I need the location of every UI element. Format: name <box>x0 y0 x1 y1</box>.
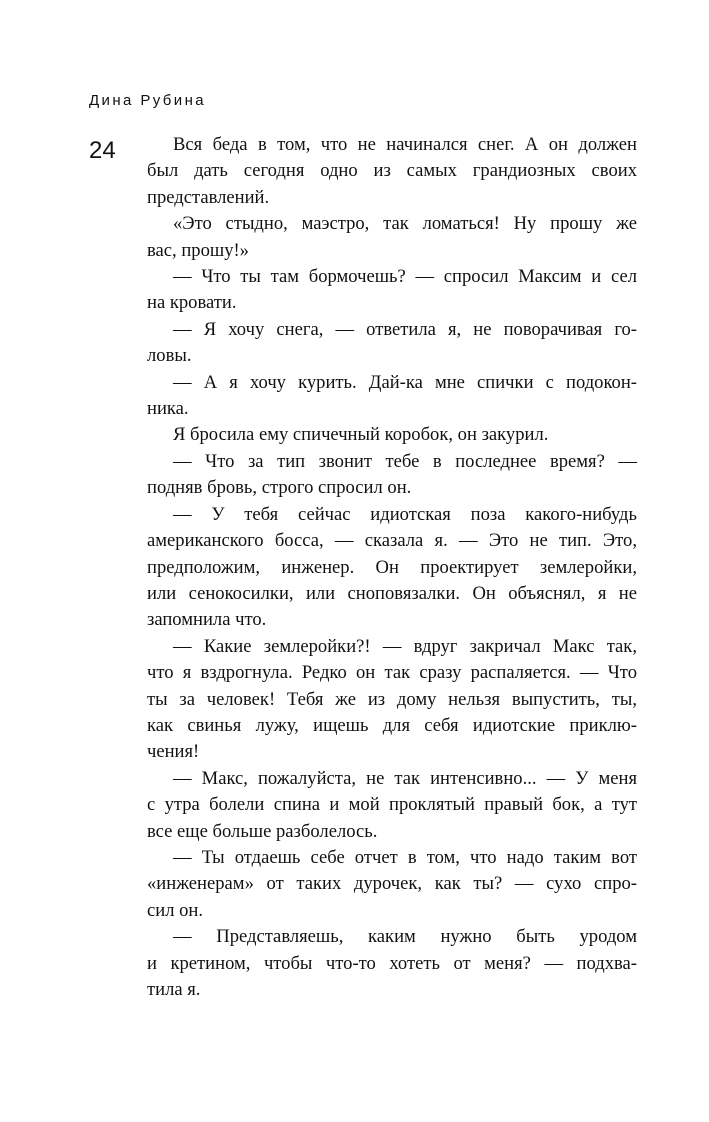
text-line: — У тебя сейчас идиотская поза какого-нибудь <box>173 503 637 525</box>
text-line: — Что за тип звонит тебе в последнее время? — <box>173 450 637 472</box>
text-line: — Представляешь, каким нужно быть уродом <box>173 926 637 948</box>
paragraph <box>147 502 637 634</box>
paragraph <box>147 370 637 423</box>
text-line: — Какие землеройки?! — вдруг закричал Макс так, <box>173 635 637 657</box>
text-line: представлений. <box>147 186 270 208</box>
text-line: «Это стыдно, маэстро, так ломаться! Ну прошу же <box>173 213 637 235</box>
paragraph <box>147 634 637 766</box>
paragraph <box>147 264 637 317</box>
text-line: «инженерам» от таких дурочек, как ты? — сухо спро- <box>147 873 637 895</box>
text-line: Вся беда в том, что не начинался снег. А он должен <box>173 134 637 155</box>
paragraph <box>147 924 637 1003</box>
text-line: — Что ты там бормочешь? — спросил Максим и сел <box>173 266 637 288</box>
text-line: что я вздрогнула. Редко он так сразу распаляется. — Что <box>147 662 637 684</box>
paragraph <box>147 317 637 370</box>
text-line: — Ты отдаешь себе отчет в том, что надо таким вот <box>173 846 637 868</box>
text-line: как свинья лужу, ищешь для себя идиотские приклю- <box>147 714 637 736</box>
text-line: чения! <box>147 741 200 763</box>
text-line: подняв бровь, строго спросил он. <box>147 477 412 499</box>
text-line: тила я. <box>147 979 201 1000</box>
paragraph <box>147 449 637 502</box>
page-number: 24 <box>89 137 116 164</box>
text-line: ты за человек! Тебя же из дому нельзя выпустить, ты, <box>147 688 637 710</box>
text-line: — Я хочу снега, — ответила я, не поворачивая го- <box>173 318 637 340</box>
text-line: все еще больше разболелось. <box>147 820 378 842</box>
paragraph <box>147 132 637 211</box>
text-line: сил он. <box>147 899 204 921</box>
text-line: был дать сегодня одно из самых грандиозных своих <box>147 160 637 182</box>
text-line: с утра болели спина и мой проклятый правый бок, а тут <box>147 794 637 816</box>
text-line: запомнила что. <box>147 609 267 631</box>
text-line: вас, прошу!» <box>147 239 249 261</box>
paragraph <box>147 211 637 264</box>
text-line: ловы. <box>147 345 192 367</box>
text-line: — Макс, пожалуйста, не так интенсивно... — У меня <box>173 767 637 789</box>
text-line: или сенокосилки, или сноповязалки. Он объяснял, я не <box>147 582 637 604</box>
paragraph <box>173 422 637 448</box>
text-line: и кретином, чтобы что-то хотеть от меня? — подхва- <box>147 952 637 974</box>
running-head: Дина Рубина <box>89 92 207 109</box>
paragraph <box>147 845 637 924</box>
text-line: на кровати. <box>147 292 237 314</box>
paragraph <box>147 766 637 845</box>
text-line: американского босса, — сказала я. — Это не тип. Это, <box>147 530 637 552</box>
text-line: — А я хочу курить. Дай-ка мне спички с подокон- <box>173 371 637 393</box>
body-text <box>147 132 637 1003</box>
text-line: Я бросила ему спичечный коробок, он закурил. <box>173 424 549 446</box>
text-line: ника. <box>147 398 189 420</box>
text-line: предположим, инженер. Он проектирует землеройки, <box>147 556 637 578</box>
